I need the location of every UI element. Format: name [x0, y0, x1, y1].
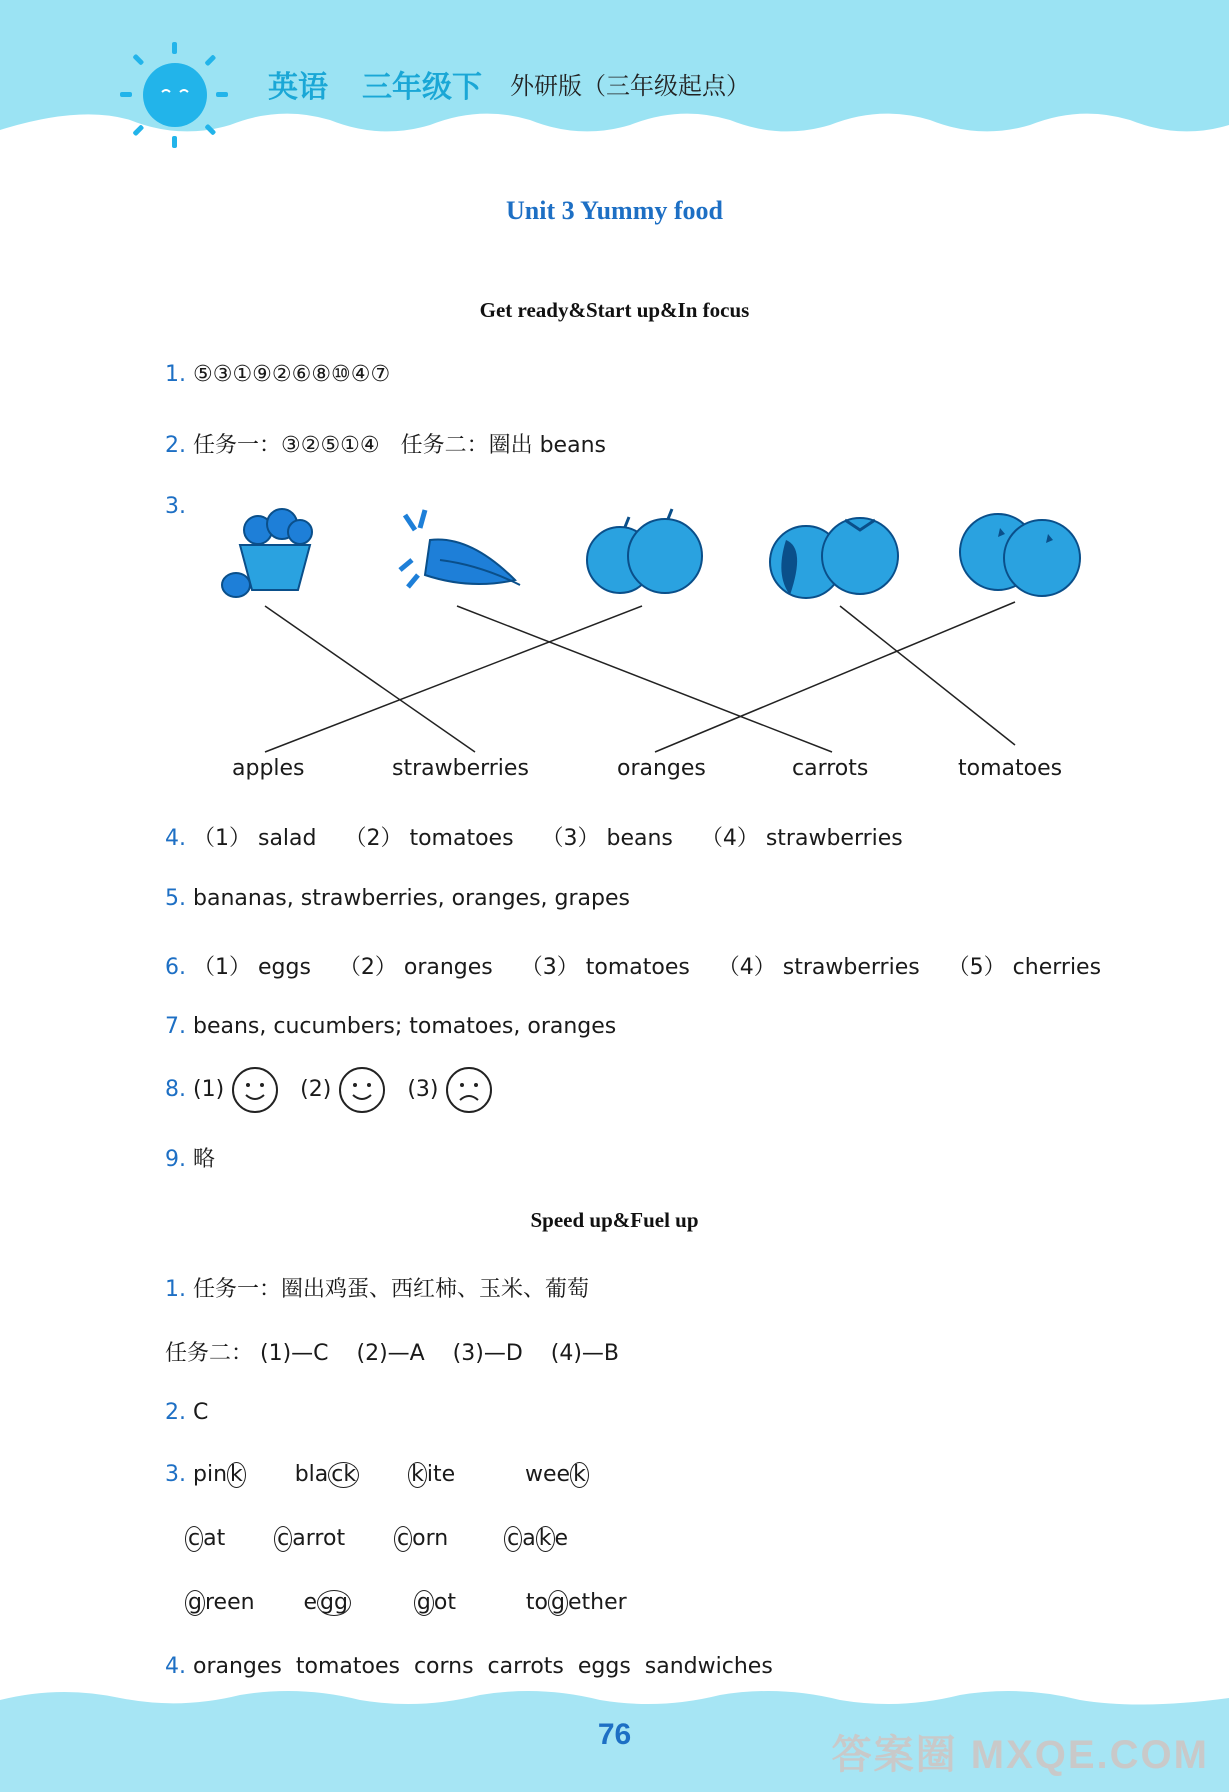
s2-q1: 1. 任务一：圈出鸡蛋、西红柿、玉米、葡萄 [165, 1277, 590, 1302]
s2-q3-row3: g reen e gg g ot to g ether [185, 1590, 627, 1616]
section-title-2: Speed up&Fuel up [530, 1208, 699, 1232]
match-line-tomatoes [840, 606, 1015, 745]
s2-q2: 2. C [165, 1400, 209, 1425]
word-carrots: carrots [792, 756, 869, 781]
s1-q7: 7. beans, cucumbers; tomatoes, oranges [165, 1014, 617, 1039]
header-edition: 外研版（三年级起点） [510, 72, 750, 100]
word-strawberries: strawberries [392, 756, 529, 781]
s1-q2: 2. 任务一：③②⑤①④ 任务二：圈出 beans [165, 433, 606, 458]
section-title-1: Get ready&Start up&In focus [479, 298, 750, 322]
oranges-icon [960, 514, 1080, 596]
happy-face-icon [338, 1066, 386, 1114]
match-line-carrots [457, 606, 832, 752]
s1-q6: 6. （1） eggs （2） oranges （3） tomatoes （4） strawberries （5） cherries [165, 955, 1102, 980]
matching-diagram [0, 0, 1229, 800]
word-apples: apples [232, 756, 305, 781]
page-number: 76 [597, 1718, 632, 1751]
unit-title: Unit 3 Yummy food [506, 196, 723, 225]
s2-q1-task2: 任务二： (1)—C (2)—A (3)—D (4)—B [165, 1341, 620, 1366]
word-oranges: oranges [617, 756, 706, 781]
s1-q4: 4. （1） salad （2） tomatoes （3） beans （4） strawberries [165, 826, 903, 851]
s1-q3-number: 3. [165, 494, 186, 519]
header-grade: 三年级下 [362, 70, 482, 105]
s1-q9: 9. 略 [165, 1147, 216, 1172]
carrots-icon [400, 510, 520, 587]
s1-q5: 5. bananas, strawberries, oranges, grapes [165, 886, 630, 911]
match-line-oranges [655, 602, 1015, 752]
match-line-strawberries [265, 606, 475, 752]
header-subject: 英语 [268, 70, 328, 105]
s1-q8: 8. (1) (2) (3) [165, 1066, 493, 1114]
strawberry-basket-icon [222, 509, 312, 597]
match-line-apples [265, 606, 642, 752]
happy-face-icon [231, 1066, 279, 1114]
watermark: 答案圈 MXQE.COM [831, 1733, 1209, 1777]
s1-q1: 1. ⑤③①⑨②⑥⑧⑩④⑦ [165, 362, 391, 387]
tomatoes-icon [770, 518, 898, 598]
apples-icon [587, 509, 702, 593]
s2-q3-row1: 3. pin k bla ck k ite wee k [165, 1462, 589, 1488]
word-tomatoes: tomatoes [958, 756, 1063, 781]
s2-q4: 4. oranges tomatoes corns carrots eggs sandwiches [165, 1654, 773, 1679]
sad-face-icon [445, 1066, 493, 1114]
s2-q3-row2: c at c arrot c orn c a k e [185, 1526, 568, 1552]
